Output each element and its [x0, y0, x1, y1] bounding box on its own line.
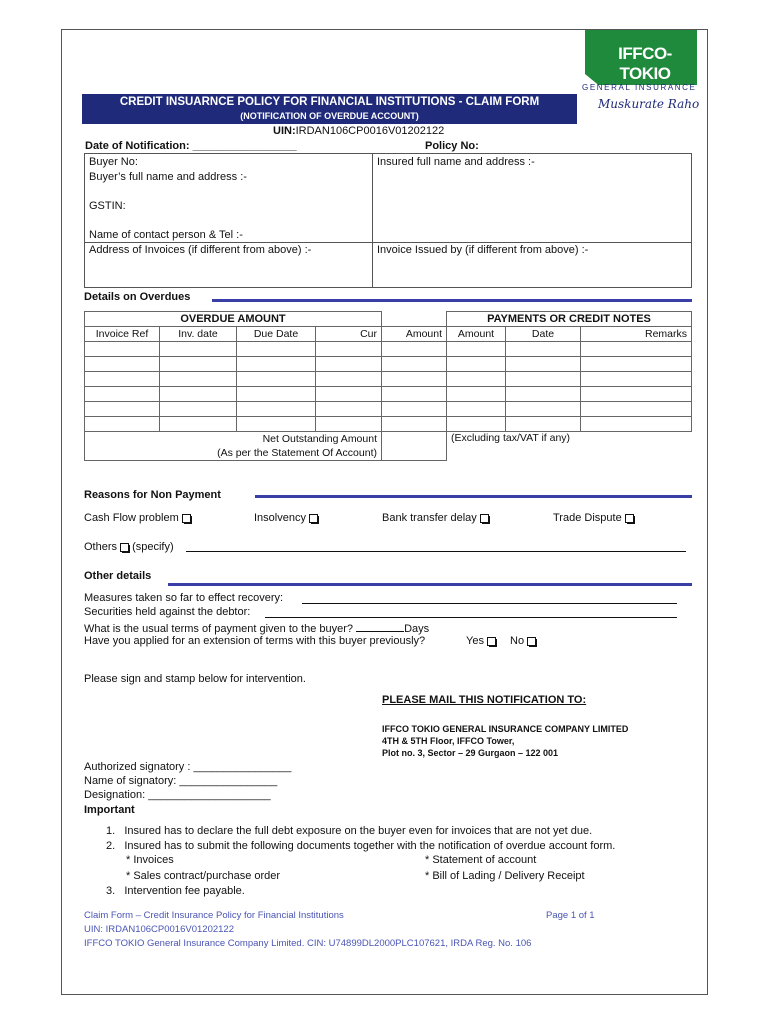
- important-item-2: 2. Insured has to submit the following documents together with the notification of overdue account form.: [106, 840, 616, 852]
- logo-text: IFFCO-TOKIO: [618, 44, 672, 83]
- table-row[interactable]: [85, 387, 692, 402]
- col-payment-amount: Amount: [447, 327, 506, 342]
- checkbox[interactable]: [527, 637, 536, 646]
- table-row[interactable]: [85, 417, 692, 432]
- col-amount: Amount: [382, 327, 447, 342]
- company-logo: [585, 30, 703, 88]
- invoice-issued-field[interactable]: Invoice Issued by (if different from above) :-: [377, 244, 589, 256]
- section-rule: [255, 495, 692, 498]
- reason-trade-dispute[interactable]: Trade Dispute: [553, 512, 634, 525]
- table-row[interactable]: [85, 342, 692, 357]
- checkbox[interactable]: [120, 543, 129, 552]
- overdues-section-title: Details on Overdues: [84, 291, 191, 303]
- signatory-name-field[interactable]: Name of signatory: ________________: [84, 775, 278, 787]
- buyer-name-field[interactable]: Buyer’s full name and address :-: [89, 171, 247, 183]
- invoice-address-field[interactable]: Address of Invoices (if different from above) :-: [89, 244, 312, 256]
- logo-tagline: Muskurate Raho: [598, 97, 700, 111]
- mail-heading: PLEASE MAIL THIS NOTIFICATION TO:: [382, 694, 587, 706]
- authorized-signatory-field[interactable]: Authorized signatory : ________________: [84, 761, 292, 773]
- footer-page-number: Page 1 of 1: [546, 910, 595, 921]
- mail-address: IFFCO TOKIO GENERAL INSURANCE COMPANY LIMITED 4TH & 5TH Floor, IFFCO Tower, Plot no. 3, Sector – 29 Gurgaon – 122 001: [382, 724, 629, 758]
- date-of-notification-label: Date of Notification: _________________: [85, 140, 297, 152]
- doc-bill-of-lading: * Bill of Lading / Delivery Receipt: [425, 870, 585, 882]
- col-invoice-ref: Invoice Ref: [85, 327, 160, 342]
- table-row[interactable]: [85, 357, 692, 372]
- payment-terms-field: What is the usual terms of payment given to the buyer? Days: [84, 623, 430, 635]
- gstin-field[interactable]: GSTIN:: [89, 200, 126, 212]
- excluding-tax-note: (Excluding tax/VAT if any): [447, 432, 692, 461]
- doc-statement: * Statement of account: [425, 854, 537, 866]
- reason-cash-flow[interactable]: Cash Flow problem: [84, 512, 191, 525]
- overdues-table: [84, 311, 692, 461]
- reason-bank-delay[interactable]: Bank transfer delay: [382, 512, 489, 525]
- checkbox[interactable]: [182, 514, 191, 523]
- other-details-title: Other details: [84, 570, 152, 582]
- reason-others[interactable]: Others (specify): [84, 541, 174, 553]
- extension-no[interactable]: No: [510, 635, 536, 648]
- checkbox[interactable]: [309, 514, 318, 523]
- sign-request: Please sign and stamp below for intervention.: [84, 673, 306, 685]
- footer-title: Claim Form – Credit Insurance Policy for Financial Institutions: [84, 910, 344, 921]
- checkbox[interactable]: [487, 637, 496, 646]
- extension-yes[interactable]: Yes: [466, 635, 496, 648]
- col-remarks: Remarks: [581, 327, 692, 342]
- net-outstanding-amount[interactable]: [382, 432, 447, 461]
- form-title: CREDIT INSUARNCE POLICY FOR FINANCIAL INSTITUTIONS - CLAIM FORM: [119, 96, 540, 108]
- reasons-section-title: Reasons for Non Payment: [84, 489, 221, 501]
- table-row[interactable]: [85, 402, 692, 417]
- doc-sales-contract: * Sales contract/purchase order: [126, 870, 281, 882]
- section-rule: [168, 583, 692, 586]
- doc-invoices: * Invoices: [126, 854, 174, 866]
- securities-field: Securities held against the debtor:: [84, 606, 251, 618]
- important-item-1: 1. Insured has to declare the full debt exposure on the buyer even for invoices that are not yet due.: [106, 825, 593, 837]
- securities-line[interactable]: [265, 617, 677, 618]
- payments-header: PAYMENTS OR CREDIT NOTES: [447, 312, 692, 327]
- overdue-amount-header: OVERDUE AMOUNT: [85, 312, 382, 327]
- measures-line[interactable]: [302, 603, 677, 604]
- col-inv-date: Inv. date: [160, 327, 237, 342]
- contact-field[interactable]: Name of contact person & Tel :-: [89, 229, 243, 241]
- others-specify-line[interactable]: [186, 551, 686, 552]
- measures-field: Measures taken so far to effect recovery:: [84, 592, 284, 604]
- checkbox[interactable]: [625, 514, 634, 523]
- uin-line: UIN:IRDAN106CP0016V01202122: [273, 125, 445, 137]
- section-rule: [212, 299, 692, 302]
- important-item-3: 3. Intervention fee payable.: [106, 885, 245, 897]
- form-subtitle: (NOTIFICATION OF OVERDUE ACCOUNT): [240, 111, 419, 121]
- payment-terms-line[interactable]: [356, 621, 404, 632]
- insured-name-field[interactable]: Insured full name and address :-: [377, 156, 535, 168]
- logo-subtitle: GENERAL INSURANCE: [582, 83, 697, 92]
- policy-no-label: Policy No:: [425, 140, 479, 152]
- footer-uin: UIN: IRDAN106CP0016V01202122: [84, 924, 234, 935]
- col-due-date: Due Date: [237, 327, 316, 342]
- col-payment-date: Date: [506, 327, 581, 342]
- reason-insolvency[interactable]: Insolvency: [254, 512, 318, 525]
- form-title-banner: [82, 94, 577, 124]
- buyer-no-field[interactable]: Buyer No:: [89, 156, 138, 168]
- important-title: Important: [84, 804, 135, 816]
- footer-company-info: IFFCO TOKIO General Insurance Company Limited. CIN: U74899DL2000PLC107621, IRDA Reg. No. 106: [84, 938, 532, 949]
- extension-question: Have you applied for an extension of terms with this buyer previously?: [84, 635, 426, 647]
- table-row[interactable]: [85, 372, 692, 387]
- checkbox[interactable]: [480, 514, 489, 523]
- designation-field[interactable]: Designation: ____________________: [84, 789, 271, 801]
- col-cur: Cur: [316, 327, 382, 342]
- net-outstanding-label: Net Outstanding Amount (As per the Statement Of Account): [85, 432, 382, 461]
